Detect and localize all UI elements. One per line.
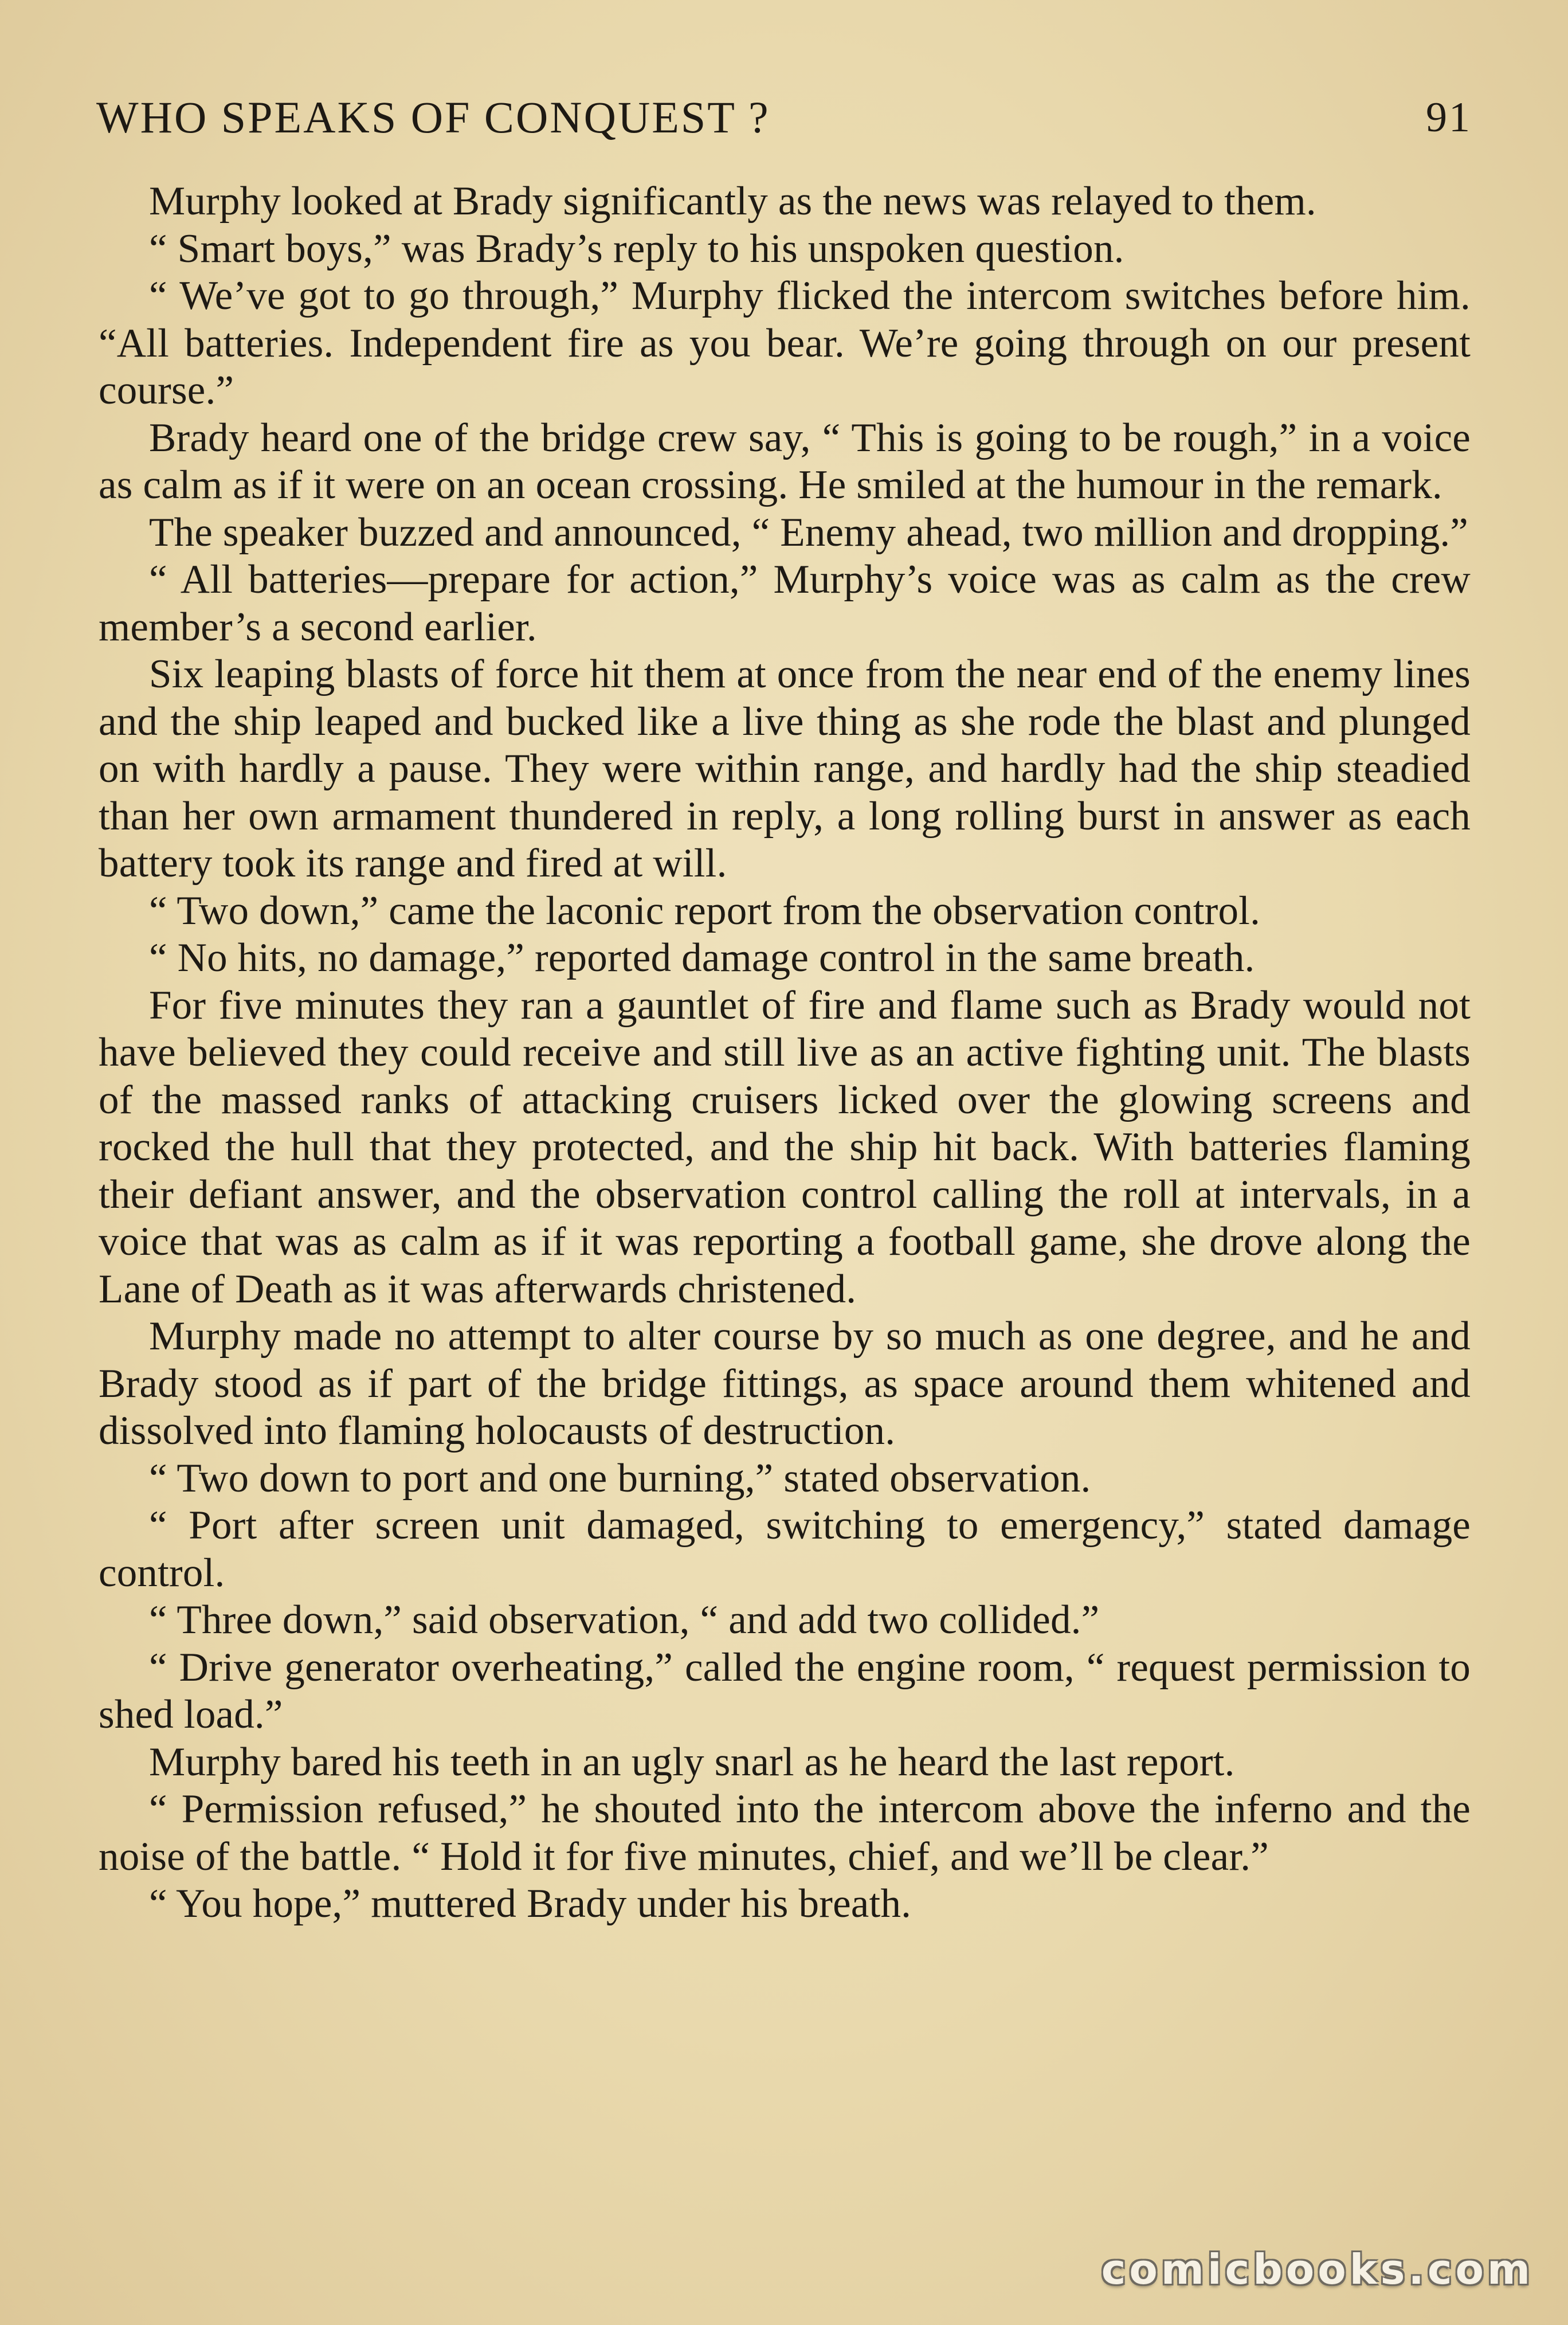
paragraph: Murphy made no attempt to alter course by so much as one degree, and he and Brady stood as if part of the bridge fittings, as space around them whitened and dissolved into flaming holocausts of destruction. <box>99 1314 1471 1453</box>
paragraph: “ Two down to port and one burning,” stated observation. <box>149 1455 1091 1501</box>
body-text <box>99 178 1471 1928</box>
paragraph: “ Three down,” said observation, “ and add two collided.” <box>149 1598 1100 1642</box>
paragraph: “ You hope,” muttered Brady under his breath. <box>149 1881 912 1926</box>
paragraph: “ Permission refused,” he shouted into the intercom above the inferno and the noise of the battle. “ Hold it for five minutes, chief, and we’ll be clear.” <box>99 1787 1471 1879</box>
watermark-text: comicbooks.com <box>1101 2245 1534 2293</box>
paragraph: “ Two down,” came the laconic report from the observation control. <box>149 888 1261 933</box>
paragraph: “ We’ve got to go through,” Murphy flicked the intercom switches before him. “All batteries. Independent fire as you bear. We’re going through on our present course.” <box>99 273 1471 413</box>
paragraph: Six leaping blasts of force hit them at once from the near end of the enemy lines and the ship leaped and bucked like a live thing as she rode the blast and plunged on with hardly a pause. They were within range, and hardly had the ship steadied than her own armament thundered in reply, a long rolling burst in answer as each battery took its range and fired at will. <box>99 652 1471 886</box>
paragraph: Murphy looked at Brady significantly as the news was relayed to them. <box>149 179 1316 224</box>
paragraph: “ Drive generator overheating,” called the engine room, “ request permission to shed load.” <box>99 1645 1471 1737</box>
paragraph: “ No hits, no damage,” reported damage control in the same breath. <box>149 936 1255 980</box>
paragraph: “ Smart boys,” was Brady’s reply to his unspoken question. <box>149 226 1124 271</box>
paragraph: The speaker buzzed and announced, “ Enemy ahead, two million and dropping.” <box>149 510 1468 555</box>
paragraph: “ Port after screen unit damaged, switching to emergency,” stated damage control. <box>99 1503 1471 1595</box>
paragraph: “ All batteries—prepare for action,” Murphy’s voice was as calm as the crew member’s a second earlier. <box>99 557 1471 649</box>
paragraph: Brady heard one of the bridge crew say, “ This is going to be rough,” in a voice as calm as if it were on an ocean crossing. He smiled at the humour in the remark. <box>99 415 1471 507</box>
running-title: WHO SPEAKS OF CONQUEST ? <box>96 92 770 142</box>
page-number: 91 <box>1426 94 1472 141</box>
running-head <box>96 86 1472 149</box>
paragraph: Murphy bared his teeth in an ugly snarl as he heard the last report. <box>149 1739 1235 1784</box>
paragraph: For five minutes they ran a gauntlet of fire and flame such as Brady would not have believed they could receive and still live as an active fighting unit. The blasts of the massed ranks of attacking cruisers licked over the glowing screens and rocked the hull that they protected, and the ship hit back. With batteries flaming their defiant answer, and the observation control calling the roll at intervals, in a voice that was as calm as if it was reporting a football game, she drove along the Lane of Death as it was afterwards christened. <box>99 983 1471 1312</box>
